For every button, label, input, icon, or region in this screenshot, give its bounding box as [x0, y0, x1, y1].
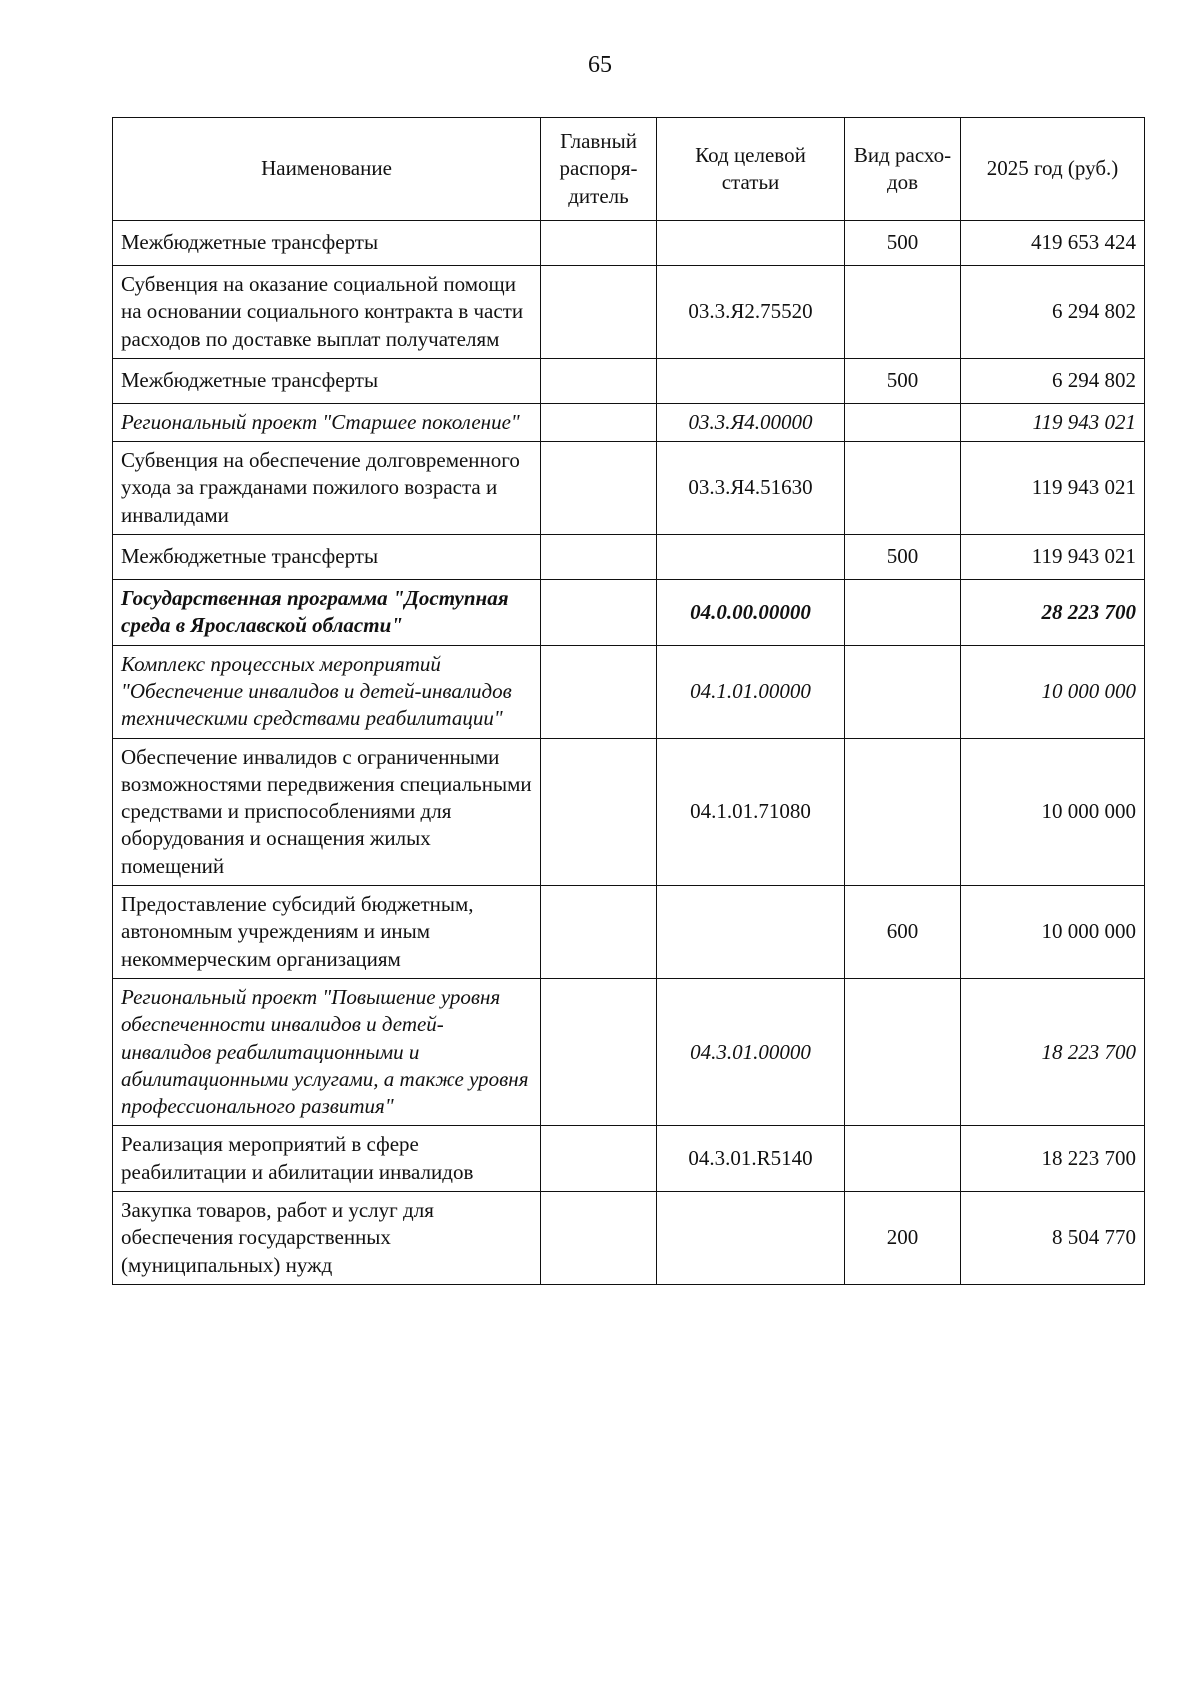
cell-name: Государственная программа "Доступная среда в Ярославской области" — [113, 580, 541, 646]
cell-admin — [541, 978, 657, 1125]
cell-amount: 18 223 700 — [961, 1126, 1145, 1192]
cell-admin — [541, 403, 657, 441]
cell-code: 03.3.Я4.51630 — [657, 442, 845, 535]
cell-name: Межбюджетные трансферты — [113, 535, 541, 580]
cell-code — [657, 221, 845, 266]
header-admin: Главный распоря-дитель — [541, 118, 657, 221]
table-row — [113, 580, 1145, 646]
cell-name: Межбюджетные трансферты — [113, 358, 541, 403]
cell-admin — [541, 221, 657, 266]
cell-amount: 10 000 000 — [961, 886, 1145, 979]
table-row — [113, 266, 1145, 359]
cell-code: 04.3.01.00000 — [657, 978, 845, 1125]
header-amount: 2025 год (руб.) — [961, 118, 1145, 221]
cell-amount: 419 653 424 — [961, 221, 1145, 266]
cell-type: 500 — [845, 221, 961, 266]
table-row — [113, 1126, 1145, 1192]
cell-type — [845, 403, 961, 441]
table-header-row — [113, 118, 1145, 221]
table-row — [113, 403, 1145, 441]
table-row — [113, 645, 1145, 738]
cell-amount: 119 943 021 — [961, 535, 1145, 580]
header-type: Вид расхо-дов — [845, 118, 961, 221]
cell-amount: 119 943 021 — [961, 403, 1145, 441]
cell-admin — [541, 645, 657, 738]
budget-table — [112, 117, 1145, 1285]
cell-name: Региональный проект "Старшее поколение" — [113, 403, 541, 441]
cell-type: 500 — [845, 358, 961, 403]
cell-admin — [541, 580, 657, 646]
cell-name: Обеспечение инвалидов с ограниченными возможностями передвижения специальными средствами и приспособлениями для оборудования и оснащения жилых помещений — [113, 738, 541, 885]
cell-type: 600 — [845, 886, 961, 979]
table-row — [113, 358, 1145, 403]
cell-name: Предоставление субсидий бюджетным, автономным учреждениям и иным некоммерческим организациям — [113, 886, 541, 979]
cell-amount: 6 294 802 — [961, 358, 1145, 403]
cell-code: 04.0.00.00000 — [657, 580, 845, 646]
cell-admin — [541, 1126, 657, 1192]
header-name: Наименование — [113, 118, 541, 221]
cell-code: 04.1.01.00000 — [657, 645, 845, 738]
cell-amount: 18 223 700 — [961, 978, 1145, 1125]
cell-amount: 119 943 021 — [961, 442, 1145, 535]
cell-type — [845, 645, 961, 738]
cell-amount: 28 223 700 — [961, 580, 1145, 646]
cell-admin — [541, 358, 657, 403]
cell-code — [657, 535, 845, 580]
table-row — [113, 1192, 1145, 1285]
cell-admin — [541, 1192, 657, 1285]
cell-name: Межбюджетные трансферты — [113, 221, 541, 266]
cell-code: 03.3.Я2.75520 — [657, 266, 845, 359]
cell-admin — [541, 442, 657, 535]
table-row — [113, 442, 1145, 535]
cell-type: 200 — [845, 1192, 961, 1285]
cell-type — [845, 1126, 961, 1192]
cell-code — [657, 358, 845, 403]
cell-amount: 10 000 000 — [961, 738, 1145, 885]
cell-name: Реализация мероприятий в сфере реабилитации и абилитации инвалидов — [113, 1126, 541, 1192]
cell-code: 03.3.Я4.00000 — [657, 403, 845, 441]
cell-type — [845, 738, 961, 885]
table-row — [113, 978, 1145, 1125]
cell-amount: 10 000 000 — [961, 645, 1145, 738]
table-row — [113, 535, 1145, 580]
cell-admin — [541, 266, 657, 359]
cell-type — [845, 580, 961, 646]
cell-code: 04.3.01.R5140 — [657, 1126, 845, 1192]
cell-name: Субвенция на оказание социальной помощи на основании социального контракта в части расходов по доставке выплат получателям — [113, 266, 541, 359]
page-number: 65 — [588, 52, 612, 78]
table-body — [113, 221, 1145, 1285]
cell-code — [657, 1192, 845, 1285]
table-row — [113, 221, 1145, 266]
cell-name: Закупка товаров, работ и услуг для обеспечения государственных (муниципальных) нужд — [113, 1192, 541, 1285]
table-row — [113, 738, 1145, 885]
cell-code — [657, 886, 845, 979]
cell-code: 04.1.01.71080 — [657, 738, 845, 885]
cell-name: Региональный проект "Повышение уровня обеспеченности инвалидов и детей-инвалидов реабилитационными и абилитационными услугами, а также уровня профессионального развития" — [113, 978, 541, 1125]
cell-name: Комплекс процессных мероприятий "Обеспечение инвалидов и детей-инвалидов техническими средствами реабилитации" — [113, 645, 541, 738]
cell-admin — [541, 738, 657, 885]
cell-type — [845, 442, 961, 535]
table-row — [113, 886, 1145, 979]
cell-name: Субвенция на обеспечение долговременного ухода за гражданами пожилого возраста и инвалидами — [113, 442, 541, 535]
cell-amount: 8 504 770 — [961, 1192, 1145, 1285]
cell-type — [845, 266, 961, 359]
cell-type: 500 — [845, 535, 961, 580]
cell-admin — [541, 535, 657, 580]
cell-amount: 6 294 802 — [961, 266, 1145, 359]
cell-type — [845, 978, 961, 1125]
header-code: Код целевой статьи — [657, 118, 845, 221]
cell-admin — [541, 886, 657, 979]
